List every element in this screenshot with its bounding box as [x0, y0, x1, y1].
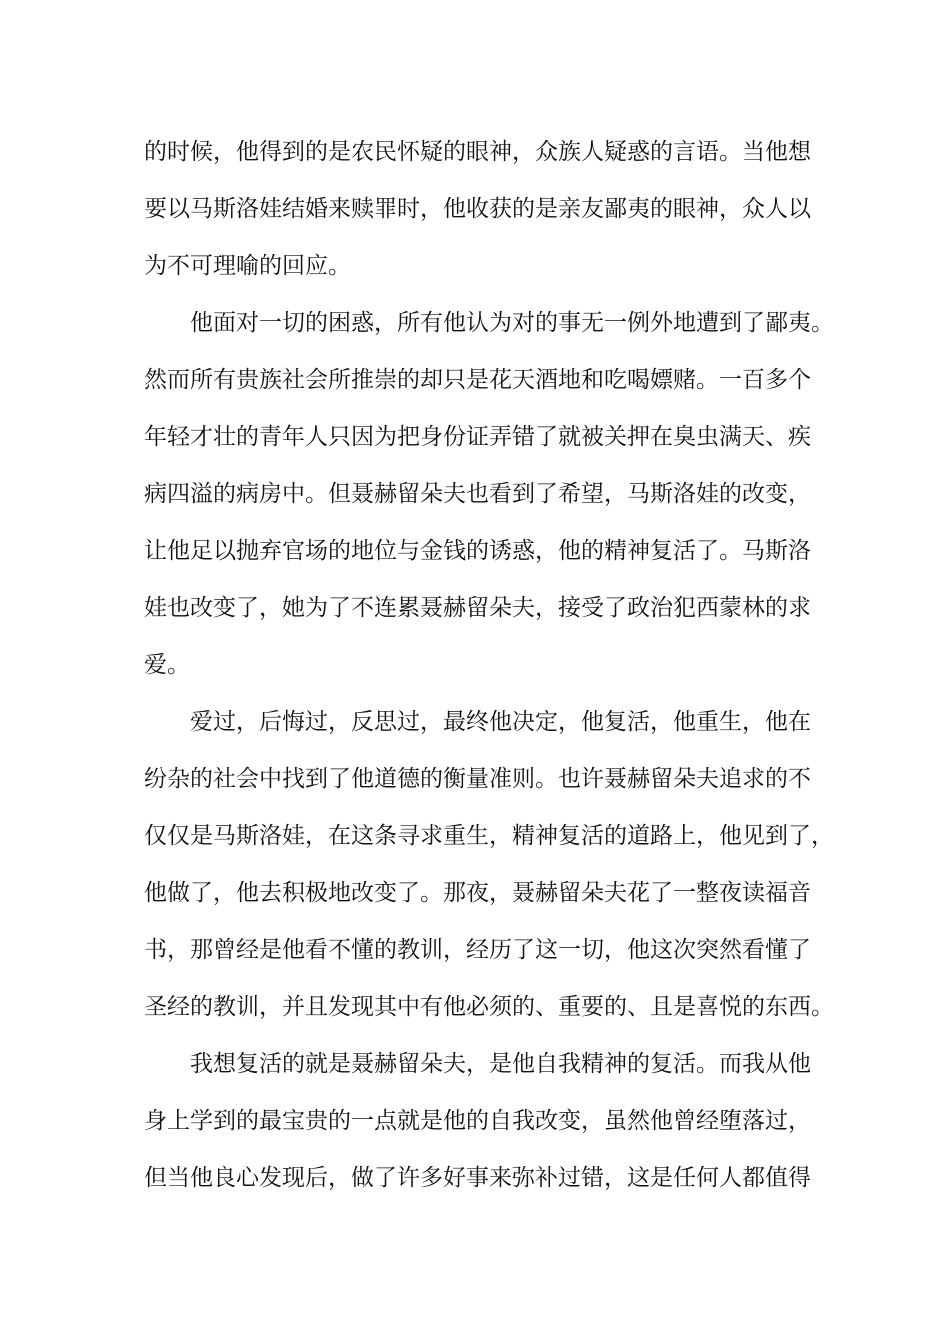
text-line: 他做了，他去积极地改变了。那夜，聂赫留朵夫花了一整夜读福音: [144, 880, 811, 906]
text-line: 然而所有贵族社会所推崇的却只是花天酒地和吃喝嫖赌。一百多个: [144, 367, 811, 393]
text-line: 要以马斯洛娃结婚来赎罪时，他收获的是亲友鄙夷的眼神，众人以: [144, 196, 811, 222]
text-line: 圣经的教训，并且发现其中有他必须的、重要的、且是喜悦的东西。: [144, 994, 834, 1020]
text-line: 仅仅是马斯洛娃，在这条寻求重生，精神复活的道路上，他见到了，: [144, 823, 834, 849]
paragraph-first-line: 我想复活的就是聂赫留朵夫，是他自我精神的复活。而我从他: [190, 1051, 811, 1077]
paragraph-first-line: 爱过，后悔过，反思过，最终他决定，他复活，他重生，他在: [190, 709, 811, 735]
text-line: 身上学到的最宝贵的一点就是他的自我改变，虽然他曾经堕落过，: [144, 1108, 811, 1134]
text-line: 爱。: [144, 652, 190, 678]
text-line: 的时候，他得到的是农民怀疑的眼神，众族人疑惑的言语。当他想: [144, 139, 811, 165]
text-line: 病四溢的病房中。但聂赫留朵夫也看到了希望，马斯洛娃的改变，: [144, 481, 811, 507]
paragraph-first-line: 他面对一切的困惑，所有他认为对的事无一例外地遭到了鄙夷。: [190, 310, 834, 336]
text-line: 书，那曾经是他看不懂的教训，经历了这一切，他这次突然看懂了: [144, 937, 811, 963]
text-line: 让他足以抛弃官场的地位与金钱的诱惑，他的精神复活了。马斯洛: [144, 538, 811, 564]
text-line: 但当他良心发现后，做了许多好事来弥补过错，这是任何人都值得: [144, 1165, 811, 1191]
text-line: 娃也改变了，她为了不连累聂赫留朵夫，接受了政治犯西蒙林的求: [144, 595, 811, 621]
text-line: 年轻才壮的青年人只因为把身份证弄错了就被关押在臭虫满天、疾: [144, 424, 811, 450]
text-line: 为不可理喻的回应。: [144, 253, 351, 279]
text-line: 纷杂的社会中找到了他道德的衡量准则。也许聂赫留朵夫追求的不: [144, 766, 811, 792]
